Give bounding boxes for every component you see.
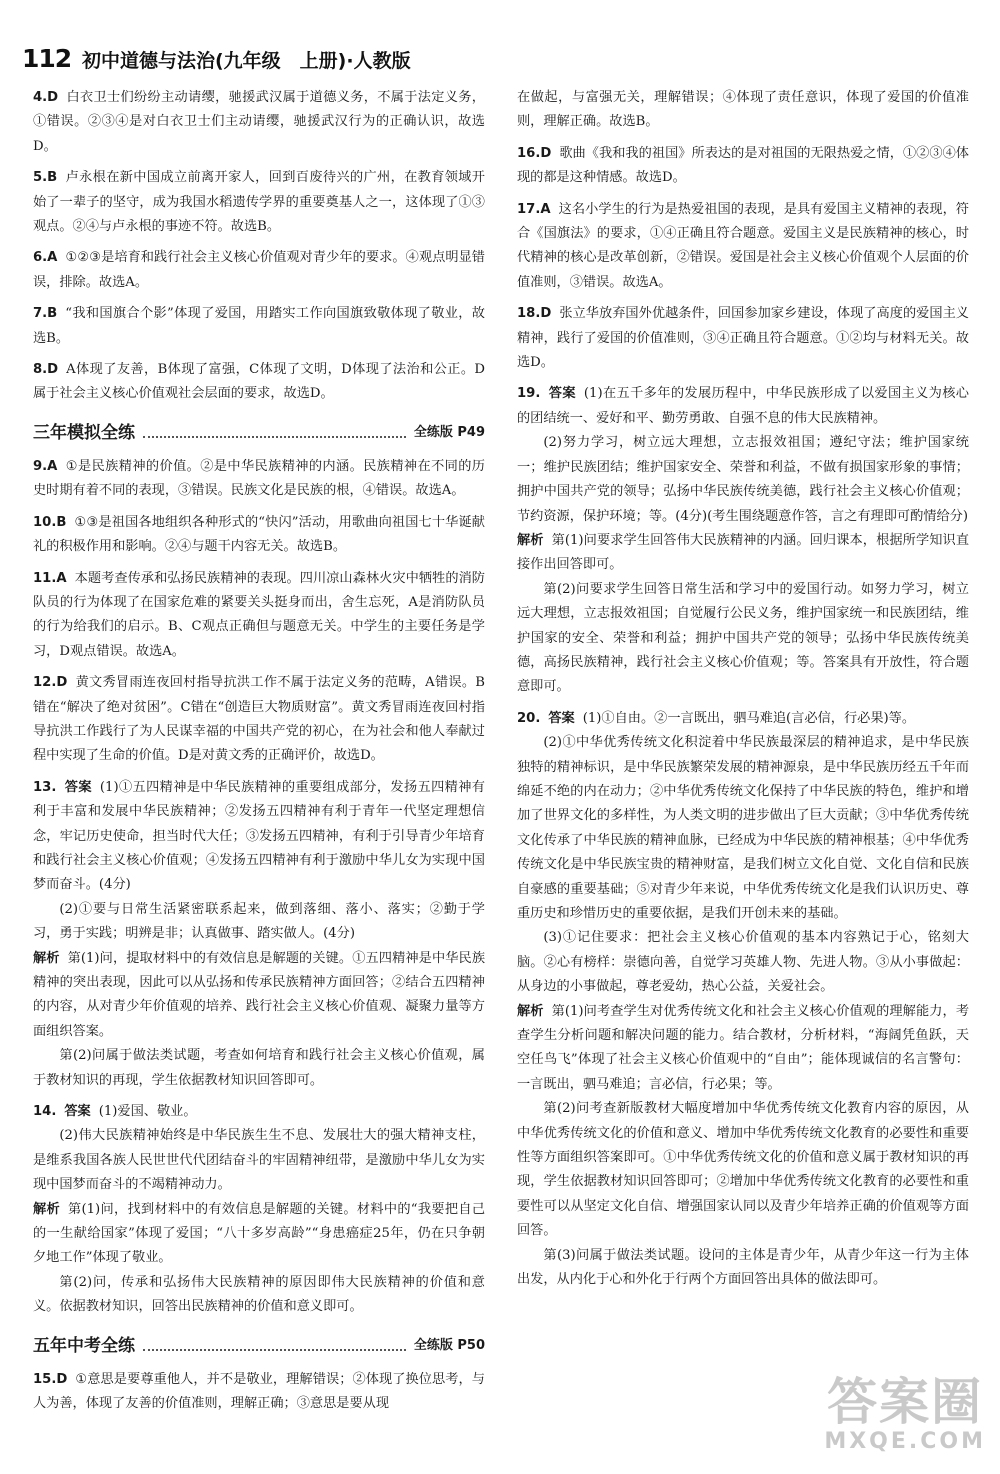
watermark-url: MXQE.COM — [824, 1429, 986, 1454]
answer-entry — [517, 198, 969, 296]
question-number: 6.A — [33, 250, 58, 266]
analysis-text: 第(1)问要求学生回答伟大民族精神的内涵。回归课本，根据所学知识直接作出回答即可。 — [517, 532, 970, 573]
answer-text: ①③是祖国各地组织各种形式的“快闪”活动，用歌曲向祖国七十华诞献礼的积极作用和影响。②④与题干内容无关。故选B。 — [33, 514, 485, 555]
question-number: 19. — [517, 386, 541, 402]
answer-text: A体现了友善，B体现了富强，C体现了文明，D体现了法治和公正。D属于社会主义核心价值观社会层面的要求，故选D。 — [33, 362, 485, 402]
watermark-logo — [824, 1375, 986, 1454]
answer-text: 卢永根在新中国成立前离开家人，回到百废待兴的广州，在教育领域开始了一辈子的坚守，成为我国水稻遗传学界的重要奠基人之一，这体现了①③观点。②④与卢永根的事迹不符。故选B。 — [33, 170, 485, 235]
answer-text: ①②③是培育和践行社会主义核心价值观对青少年的要求。④观点明显错误，排除。故选A。 — [33, 250, 485, 290]
analysis-text: 第(3)问属于做法类试题。设问的主体是青少年，从青少年这一行为主体出发，从内化于心和外化于行两个方面回答出具体的做法即可。 — [517, 1247, 969, 1288]
section-leader-dots — [143, 1337, 406, 1351]
section-leader-dots — [143, 424, 406, 438]
analysis-tag: 解析 — [517, 532, 544, 548]
analysis-tag: 解析 — [517, 1003, 544, 1019]
answer-text: (2)努力学习，树立远大理想，立志报效祖国；遵纪守法；维护国家统一；维护民族团结；维护国家安全、荣誉和利益，不做有损国家形象的事情；拥护中国共产党的领导；弘扬中华民族传统美德，践行社会主义核心价值观；节约资源，保护环境；等。(4分)(考生围绕题意作答，言之有理即可酌情给分) — [517, 435, 969, 524]
answer-entry — [33, 1368, 485, 1417]
answer-continuation: 在做起，与富强无关，理解错误；④体现了责任意识，体现了爱国的价值准则，理解正确。故选B。 — [517, 90, 969, 130]
analysis-text: 第(2)问属于做法类试题，考查如何培育和践行社会主义核心价值观，属于教材知识的再现，学生依据教材知识回答即可。 — [33, 1048, 485, 1088]
answer-text: ①意思是要尊重他人，并不是敬业，理解错误；②体现了换位思考，与人为善，体现了友善的价值准则，理解正确；③意思是要从现 — [33, 1371, 485, 1412]
answer-text: 白衣卫士们纷纷主动请缨，驰援武汉属于道德义务，不属于法定义务，①错误。②③④是对白衣卫士们主动请缨，驰援武汉行为的正确认识，故选D。 — [33, 90, 485, 154]
analysis-text: 第(1)问，找到材料中的有效信息是解题的关键。材料中的“我要把自己的一生献给国家”体现了爱国；“八十多岁高龄”“身患癌症25年，仍在只争朝夕地工作”体现了敬业。 — [33, 1201, 486, 1266]
answer-entry — [33, 1100, 485, 1124]
analysis-paragraph — [33, 947, 485, 1045]
answer-entry — [33, 671, 485, 769]
analysis-text: 第(2)问要求学生回答日常生活和学习中的爱国行动。如努力学习，树立远大理想，立志报效祖国；自觉履行公民义务，维护国家统一和民族团结，维护国家的安全、荣誉和利益；拥护中国共产党的领导；弘扬中华民族传统美德，高扬民族精神，践行社会主义核心价值观；等。答案具有开放性，符合题意即可。 — [517, 581, 969, 695]
answer-text: (3)①记住要求：把社会主义核心价值观的基本内容熟记于心，铭刻大脑。②心有榜样：崇德向善，自觉学习英雄人物、先进人物。③从小事做起：从身边的小事做起，尊老爱幼，热心公益，关爱社会。 — [517, 930, 969, 995]
answer-text: (1)在五千多年的发展历程中，中华民族形成了以爱国主义为核心的团结统一、爱好和平、勤劳勇敢、自强不息的伟大民族精神。 — [517, 386, 969, 426]
question-number: 18.D — [517, 306, 552, 322]
section-title: 三年模拟全练 — [33, 423, 135, 444]
answer-text: (2)①中华优秀传统文化积淀着中华民族最深层的精神追求，是中华民族独特的精神标识，是中华民族繁荣发展的精神源泉，是中华民族历经五千年而绵延不绝的内在动力；②中华优秀传统文化保持了中华民族的特色，维护和增加了世界文化的多样性，为人类文明的进步做出了巨大贡献；③中华优秀传统文化传承了中华民族的精神血脉，已经成为中华民族的精神根基；④中华优秀传统文化是中华民族宝贵的精神财富，是我们树立文化自觉、文化自信和民族自豪感的重要基础；⑤对青少年来说，中华优秀传统文化是我们认识历史、尊重历史和珍惜历史的重要依据，是我们开创未来的基础。 — [517, 735, 969, 921]
page-number: 112 — [22, 44, 72, 73]
answer-entry — [33, 776, 485, 898]
answer-text: (2)伟大民族精神始终是中华民族生生不息、发展壮大的强大精神支柱，是维系我国各族人民世世代代团结奋斗的牢固精神纽带，是激励中华儿女为实现中国梦而奋斗的不竭精神动力。 — [33, 1128, 485, 1193]
section-heading — [33, 417, 485, 445]
analysis-paragraph — [517, 1000, 969, 1098]
question-number: 15.D — [33, 1371, 68, 1387]
answer-tag: 答案 — [548, 710, 575, 726]
section-heading — [33, 1330, 485, 1358]
section-title: 五年中考全练 — [33, 1336, 135, 1357]
answer-tag: 答案 — [64, 779, 92, 795]
right-column — [517, 86, 969, 1293]
page-header — [0, 0, 1000, 74]
question-number: 7.B — [33, 306, 58, 322]
answer-entry — [33, 567, 485, 665]
left-column — [33, 86, 485, 1424]
answer-text: (1)爱国、敬业。 — [98, 1104, 197, 1120]
question-number: 13. — [33, 779, 57, 795]
analysis-text: 第(1)问，提取材料中的有效信息是解题的关键。①五四精神是中华民族精神的突出表现，因此可以从弘扬和传承民族精神方面回答；②结合五四精神的内容，从对青少年价值观的培养、践行社会主义核心价值观、凝聚力量等方面组织答案。 — [33, 950, 486, 1039]
answer-text: 本题考查传承和弘扬民族精神的表现。四川凉山森林火灾中牺牲的消防队员的行为体现了在国家危难的紧要关头挺身而出，舍生忘死，A是消防队员的行为给我们的启示。B、C观点正确但与题意无关。中学生的主要任务是学习，D观点错误。故选A。 — [33, 570, 485, 659]
answer-text: 张立华放弃国外优越条件，回国参加家乡建设，体现了高度的爱国主义精神，践行了爱国的价值准则，③④正确且符合题意。①②均与材料无关。故选D。 — [517, 306, 969, 371]
section-page-ref: 全练版 P50 — [413, 1338, 485, 1354]
answer-text: 黄文秀冒雨连夜回村指导抗洪工作不属于法定义务的范畴，A错误。B错在“解决了绝对贫困”。C错在“创造巨大物质财富”。黄文秀冒雨连夜回村指导抗洪工作践行了为人民谋幸福的中国共产党的初心，在为社会和他人奉献过程中实现了生命的价值。D是对黄文秀的正确评价，故选D。 — [33, 675, 485, 764]
question-number: 4.D — [33, 90, 59, 105]
analysis-paragraph — [517, 529, 969, 578]
answer-text: (2)①要与日常生活紧密联系起来，做到落细、落小、落实；②勤于学习，勇于实践；明辨是非；认真做事、踏实做人。(4分) — [33, 901, 485, 942]
analysis-text: 第(2)问考查新版教材大幅度增加中华优秀传统文化教育内容的原因，从中华优秀传统文化的价值和意义、增加中华优秀传统文化教育的必要性和重要性等方面组织答案即可。①中华优秀传统文化的价值和意义属于教材知识的再现，学生依据教材知识回答即可；②增加中华优秀传统文化教育的必要性和重要性可以从坚定文化自信、增强国家认同以及青少年培养正确的价值观等方面回答。 — [517, 1101, 969, 1239]
answer-text: 这名小学生的行为是热爱祖国的表现，是具有爱国主义精神的表现，符合《国旗法》的要求，①④正确且符合题意。爱国主义是民族精神的核心，时代精神的核心是改革创新，②错误。爱国是社会主义核心价值观个人层面的价值准则，③错误。故选A。 — [517, 201, 969, 290]
analysis-tag: 解析 — [33, 950, 60, 966]
book-title: 初中道德与法治(九年级 上册)·人教版 — [82, 50, 411, 72]
analysis-paragraph — [33, 1198, 485, 1271]
analysis-text: 第(2)问，传承和弘扬伟大民族精神的原因即伟大民族精神的价值和意义。依据教材知识，回答出民族精神的价值和意义即可。 — [33, 1274, 485, 1315]
question-number: 20. — [517, 710, 541, 726]
section-page-ref: 全练版 P49 — [413, 425, 485, 441]
answer-entry — [517, 302, 969, 375]
answer-tag: 答案 — [64, 1104, 91, 1120]
answer-entry — [517, 142, 969, 191]
answer-tag: 答案 — [548, 386, 576, 402]
answer-text: ①是民族精神的价值。②是中华民族精神的内涵。民族精神在不同的历史时期有着不同的表现，③错误。民族文化是民族的根，④错误。故选A。 — [33, 458, 485, 499]
question-number: 14. — [33, 1104, 57, 1120]
answer-entry — [33, 455, 485, 504]
answer-entry — [33, 246, 485, 295]
answer-text: (1)①五四精神是中华民族精神的重要组成部分，发扬五四精神有利于丰富和发展中华民族精神；②发扬五四精神有利于青年一代坚定理想信念，牢记历史使命，担当时代大任；③发扬五四精神，有利于引导青少年培育和践行社会主义核心价值观；④发扬五四精神有利于激励中华儿女为实现中国梦而奋斗。(4分) — [33, 779, 485, 893]
question-number: 9.A — [33, 458, 58, 474]
answer-text: 歌曲《我和我的祖国》所表达的是对祖国的无限热爱之情，①②③④体现的都是这种情感。故选D。 — [517, 145, 969, 186]
analysis-text: 第(1)问考查学生对优秀传统文化和社会主义核心价值观的理解能力，考查学生分析问题和解决问题的能力。结合教材，分析材料，“海阔凭鱼跃，天空任鸟飞”体现了社会主义核心价值观中的“自由”；能体现诚信的名言警句：一言既出，驷马难追；言必信，行必果；等。 — [517, 1003, 970, 1092]
question-number: 11.A — [33, 570, 67, 586]
answer-entry — [33, 86, 485, 159]
answer-text: “我和国旗合个影”体现了爱国，用踏实工作向国旗致敬体现了敬业，故选B。 — [33, 306, 485, 346]
answer-entry — [33, 358, 485, 407]
question-number: 5.B — [33, 170, 58, 186]
question-number: 10.B — [33, 514, 67, 530]
answer-text: (1)①自由。②一言既出，驷马难追(言必信，行必果)等。 — [582, 710, 916, 726]
answer-entry — [517, 382, 969, 431]
answer-entry — [33, 511, 485, 560]
question-number: 8.D — [33, 362, 59, 378]
answer-entry — [33, 302, 485, 351]
question-number: 17.A — [517, 201, 551, 217]
watermark-text: 答案圈 — [827, 1373, 984, 1431]
question-number: 16.D — [517, 145, 552, 161]
answer-entry — [517, 707, 969, 731]
answer-entry — [33, 166, 485, 239]
question-number: 12.D — [33, 675, 68, 691]
analysis-tag: 解析 — [33, 1201, 60, 1217]
